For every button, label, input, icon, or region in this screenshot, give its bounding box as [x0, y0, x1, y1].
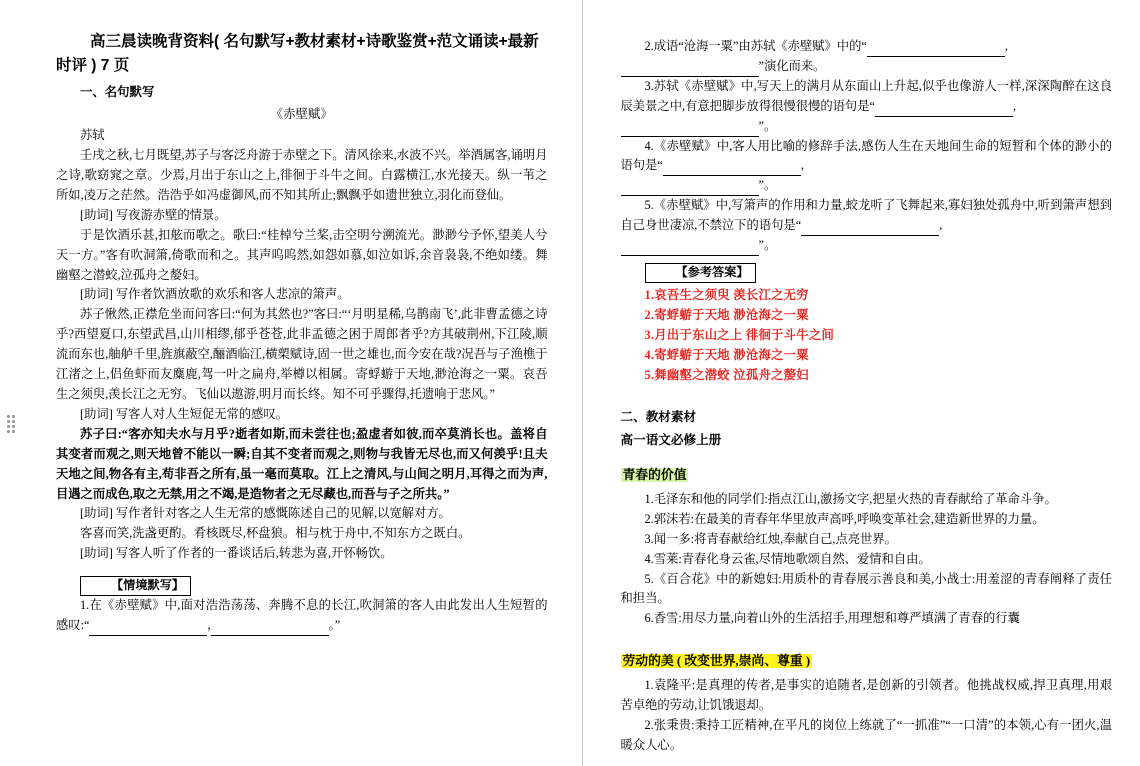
answer-item-4: 4.寄蜉蝣于天地 渺沧海之一粟 [644, 347, 809, 362]
highlight-laodong: 劳动的美 ( 改变世界,崇尚、尊重 ) [622, 654, 811, 669]
note-2: [助词] 写作者饮酒放歌的欢乐和客人悲凉的箫声。 [80, 287, 350, 302]
poem-author: 苏轼 [80, 128, 105, 143]
note-3 [56, 405, 548, 425]
section-heading-jiaocai: 二、教材素材 [620, 410, 697, 425]
answer-blank[interactable] [663, 165, 801, 176]
note-5: [助词] 写客人听了作者的一番谈话后,转悲为喜,开怀畅饮。 [80, 546, 393, 561]
question-4-tail: ”。 [758, 178, 777, 193]
question-4-text: 4.《赤壁赋》中,客人用比喻的修辞手法,感伤人生在天地间生命的短暂和个体的渺小的语句是“ [620, 138, 1112, 173]
answer-item-2: 2.寄蜉蝣于天地 渺沧海之一粟 [644, 307, 809, 322]
left-gutter [0, 0, 22, 766]
page-title: 高三晨读晚背资料( 名句默写+教材素材+诗歌鉴赏+范文诵读+最新时评 ) 7 页 [56, 33, 539, 75]
question-2: 2.成语“沧海一粟”由苏轼《赤壁赋》中的“ , ”演化而来。 [621, 37, 1113, 77]
paragraph-1: 壬戌之秋,七月既望,苏子与客泛舟游于赤壁之下。清风徐来,水波不兴。举酒属客,诵明月之诗,歌窈窕之章。少焉,月出于东山之上,徘徊于斗牛之间。白露横江,水光接天。纵一苇之所如,凌万之茫然。浩浩乎如冯虚御风,而不知其所止;飘飘乎如遗世独立,羽化而登仙。 [56, 148, 548, 202]
answer-blank[interactable] [801, 225, 939, 236]
素材-item-6: 6.香雪:用尽力量,向着山外的生活招手,用理想和尊严填满了青春的行囊 [644, 611, 1020, 626]
question-4: 4.《赤壁赋》中,客人用比喻的修辞手法,感伤人生在天地间生命的短暂和个体的渺小的语句是“ , ”。 [621, 137, 1113, 197]
highlight-qingchun: 青春的价值 [622, 468, 687, 483]
question-1: 1.在《赤壁赋》中,面对浩浩荡荡、奔腾不息的长江,吹洞箫的客人由此发出人生短暂的感叹:“ , 。” [56, 596, 548, 636]
question-5-tail: ”。 [758, 238, 777, 253]
poem-title: 《赤壁赋》 [270, 107, 333, 122]
question-2-text-a: 2.成语“沧海一粟”由苏轼《赤壁赋》中的“ [644, 39, 867, 53]
answer-blank[interactable] [875, 105, 1013, 116]
paragraph-3: 苏子愀然,正襟危坐而问客曰:“何为其然也?”客曰:“‘月明星稀,乌鹊南飞’,此非曹孟德之诗乎?西望夏口,东望武昌,山川相缪,郁乎苍苍,此非孟德之困于周郎者乎?方其破荆州,下江陵,顺流而东也,舳舻千里,旌旗蔽空,酾酒临江,横槊赋诗,固一世之雄也,而今安在哉?况吾与子渔樵于江渚之上,侣鱼虾而友麋鹿,驾一叶之扁舟,举樽以相属。寄蜉蝣于天地,渺沧海之一粟。哀吾生之须臾,羡长江之无穷。飞仙以遨游,明月而长终。知不可乎骤得,托遗响于悲风。” [56, 307, 548, 401]
素材-item-4: 4.雪莱:青春化身云雀,尽情地歌颂自然、爱情和自由。 [644, 551, 931, 566]
highlight-qingchun-wrap [621, 465, 1113, 486]
answer-blank[interactable] [211, 624, 329, 635]
highlight-laodong-wrap [621, 651, 1113, 672]
note-4: [助词] 写作者针对客之人生无常的感慨陈述自己的见解,以宽解对方。 [80, 506, 451, 521]
paragraph-2: 于是饮酒乐甚,扣舷而歌之。歌曰:“桂棹兮兰桨,击空明兮溯流光。渺渺兮予怀,望美人兮天一方。”客有吹洞箫,倚歌而和之。其声呜呜然,如怨如慕,如泣如诉,余音袅袅,不绝如缕。舞幽壑之潜蛟,泣孤舟之嫠妇。 [56, 227, 548, 282]
answer-blank[interactable] [621, 65, 759, 76]
paragraph-4: 苏子曰:“客亦知夫水与月乎?逝者如斯,而未尝往也;盈虚者如彼,而卒莫消长也。盖将自其变者而观之,则天地曾不能以一瞬;自其不变者而观之,则物与我皆无尽也,而又何羡乎!且夫天地之间,物各有主,苟非吾之所有,虽一毫而莫取。江上之清风,与山间之明月,耳得之而为声,目遇之而成色,取之无禁,用之不竭,是造物者之无尽藏也,而吾与子之所共。” [56, 426, 548, 501]
answer-item-1: 1.哀吾生之须臾 羡长江之无穷 [644, 287, 809, 302]
question-5-text: 5.《赤壁赋》中,写箫声的作用和力量,蛟龙听了飞舞起来,寡妇独处孤舟中,听到箫声想到自己身世凄凉,不禁泣下的语句是“ [620, 198, 1112, 233]
answer-item-3: 3.月出于东山之上 徘徊于斗牛之间 [644, 327, 835, 342]
question-3-tail: ”。 [758, 118, 777, 133]
page-divider [582, 0, 583, 766]
note-3-text: [助词] 写客人对人生短促无常的感叹。 [80, 406, 289, 421]
question-1-tail: 。” [328, 617, 341, 632]
textbook-line: 高一语文必修上册 [620, 432, 722, 447]
answer-blank[interactable] [867, 45, 1005, 56]
素材-item-3: 3.闻一多:将青春献给红烛,奉献自己,点亮世界。 [644, 531, 897, 546]
paragraph-5: 客喜而笑,洗盏更酌。肴核既尽,杯盘狼。相与枕于舟中,不知东方之既白。 [80, 526, 471, 541]
answer-blank[interactable] [621, 125, 759, 136]
question-3: 3.苏轼《赤壁赋》中,写天上的满月从东面山上升起,似乎也像游人一样,深深陶醉在这良辰美景之中,有意把脚步放得很慢很慢的语句是“ , ”。 [621, 77, 1113, 137]
answers-label: 【参考答案】 [645, 263, 756, 283]
question-3-text: 3.苏轼《赤壁赋》中,写天上的满月从东面山上升起,似乎也像游人一样,深深陶醉在这良辰美景之中,有意把脚步放得很慢很慢的语句是“ [620, 78, 1112, 113]
answer-item-5: 5.舞幽壑之潜蛟 泣孤舟之嫠妇 [644, 367, 809, 382]
qingjing-label-wrap [56, 576, 548, 596]
素材2-item-1: 1.袁隆平:是真理的传者,是事实的追随者,是创新的引领者。他挑战权威,捍卫真理,用艰苦卓绝的劳动,让饥饿退却。 [620, 677, 1112, 712]
answer-blank[interactable] [621, 185, 759, 196]
page-column-right [587, 0, 1140, 766]
素材2-item-2: 2.张秉贵:秉持工匠精神,在平凡的岗位上练就了“一抓准”“一口清”的本领,心有一团火,温暖众人心。 [620, 717, 1112, 752]
answer-blank[interactable] [89, 624, 207, 635]
page-column-left [22, 0, 578, 766]
question-5: 5.《赤壁赋》中,写箫声的作用和力量,蛟龙听了飞舞起来,寡妇独处孤舟中,听到箫声想到自己身世凄凉,不禁泣下的语句是“ , ”。 [621, 196, 1113, 256]
question-2-text-b: ”演化而来。 [758, 58, 826, 73]
answer-blank[interactable] [621, 245, 759, 256]
素材-item-5: 5.《百合花》中的新媳妇:用质朴的青春展示善良和美,小战士:用羞涩的青春阐释了责任和担当。 [620, 571, 1112, 606]
note-1: [助词] 写夜游赤壁的情景。 [80, 207, 227, 222]
qingjing-label: 【情境默写】 [80, 576, 191, 596]
drag-handle-icon[interactable] [7, 415, 16, 437]
素材-item-2: 2.郭沫若:在最美的青春年华里放声高呼,呼唤变革社会,建造新世界的力量。 [644, 511, 1045, 526]
素材-item-1: 1.毛泽东和他的同学们:指点江山,激扬文字,把星火热的青春献给了革命斗争。 [644, 491, 1057, 506]
question-1-text: 1.在《赤壁赋》中,面对浩浩荡荡、奔腾不息的长江,吹洞箫的客人由此发出人生短暂的感叹:“ [56, 598, 548, 632]
answers-label-wrap [621, 263, 1113, 283]
answers-list [621, 286, 1113, 386]
section-heading-mingju: 一、名句默写 [80, 85, 155, 100]
